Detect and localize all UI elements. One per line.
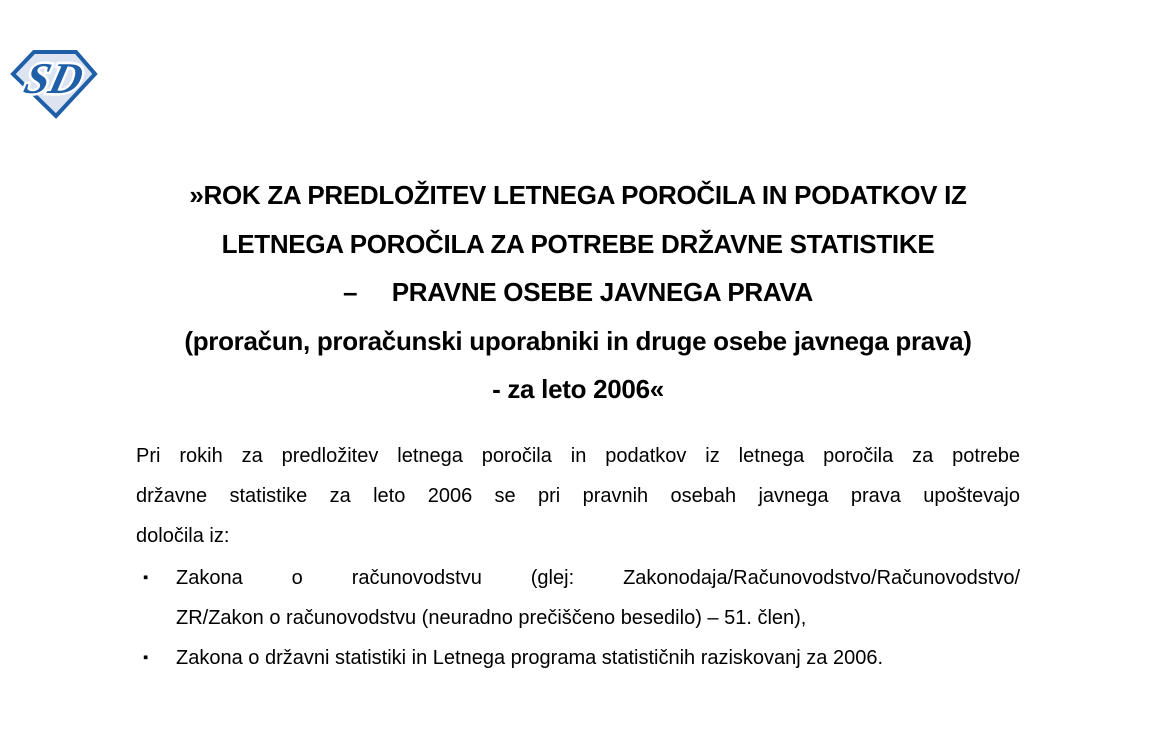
sd-diamond-icon (10, 46, 98, 120)
document-title (136, 171, 1020, 414)
title-line-5: - za leto 2006« (492, 374, 664, 404)
document-content (136, 171, 1020, 678)
intro-paragraph (136, 436, 1020, 556)
intro-line-2: državne statistike za leto 2006 se pri pravnih osebah javnega prava upoštevajo (136, 484, 1020, 507)
title-line-1: »ROK ZA PREDLOŽITEV LETNEGA POROČILA IN PODATKOV IZ (189, 180, 967, 210)
bullet-list (136, 558, 1020, 678)
square-bullet-icon: ▪ (143, 648, 149, 666)
bullet-text (176, 638, 1020, 678)
title-line-2: LETNEGA POROČILA ZA POTREBE DRŽAVNE STATISTIKE (221, 228, 935, 259)
list-item (136, 558, 1020, 638)
sd-logo-letters: SD (19, 53, 89, 103)
list-item (136, 638, 1020, 678)
intro-line-1: Pri rokih za predložitev letnega poročila in podatkov iz letnega poročila za potrebe (136, 444, 1020, 467)
square-bullet-icon: ▪ (143, 568, 149, 586)
title-line-4: (proračun, proračunski uporabniki in druge osebe javnega prava) (184, 325, 972, 356)
bullet-2-line-1: Zakona o državni statistiki in Letnega programa statističnih raziskovanj za 2006. (176, 646, 884, 669)
intro-line-3: določila iz: (136, 524, 230, 547)
bullet-text (176, 558, 1020, 638)
bullet-1-line-2: ZR/Zakon o računovodstvu (neuradno prečiščeno besedilo) – 51. člen), (176, 606, 807, 629)
sd-logo (10, 46, 98, 120)
bullet-1-line-1: Zakona o računovodstvu (glej: Zakonodaja/Računovodstvo/Računovodstvo/ (176, 566, 1020, 589)
title-line-3: – PRAVNE OSEBE JAVNEGA PRAVA (342, 277, 814, 307)
